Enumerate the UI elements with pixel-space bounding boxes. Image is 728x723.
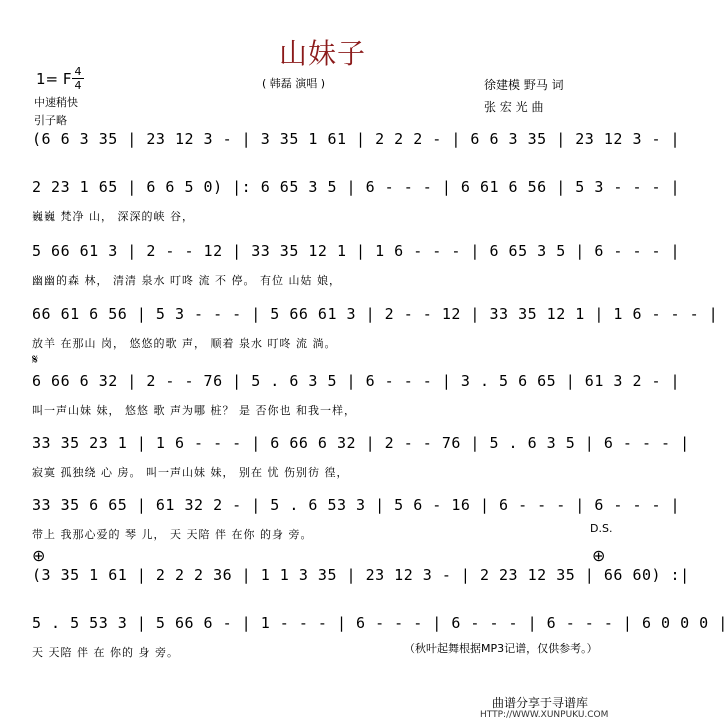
segno-sign: 𝄋 bbox=[32, 352, 39, 368]
song-title: 山妹子 bbox=[278, 37, 366, 70]
score-line-5 bbox=[32, 372, 681, 432]
lyrics-row: 天 天陪 伴 在 你的 身 旁。 bbox=[32, 646, 179, 659]
tempo-marking: 中速稍快 bbox=[34, 96, 78, 109]
time-signature bbox=[72, 66, 84, 91]
lyricist-line: 徐建模 野马 词 bbox=[484, 78, 564, 92]
ds-marking: D.S. bbox=[590, 522, 613, 535]
lyrics-row: 寂寞 孤独绕 心 房。 叫一声山妹 妹， 别在 忧 伤别彷 徨， bbox=[32, 466, 349, 479]
time-signature-bottom: 4 bbox=[74, 79, 82, 92]
score-line-3 bbox=[32, 242, 681, 302]
score-line-6 bbox=[32, 434, 690, 494]
notation-row: 33 35 23 1 | 1 6 - - - | 6 66 6 32 | 2 - - 76 | 5 . 6 3 5 | 6 - - - | bbox=[32, 434, 690, 452]
lyrics-row: 巍巍 梵净 山， 深深的峡 谷， bbox=[32, 210, 194, 223]
coda-sign-right: ⊕ bbox=[592, 546, 606, 565]
notation-row: 5 . 5 53 3 | 5 66 6 - | 1 - - - | 6 - - - | 6 - - - | 6 - - - | 6 0 0 0 | bbox=[32, 614, 728, 632]
score-line-7 bbox=[32, 496, 681, 556]
singer-credit: ( 韩磊 演唱 ) bbox=[262, 77, 326, 90]
transcription-note: （秋叶起舞根据MP3记谱，仅供参考。） bbox=[404, 642, 598, 655]
composer-line: 张 宏 光 曲 bbox=[484, 100, 544, 114]
composer-credits bbox=[484, 74, 564, 118]
notation-row: 5 66 61 3 | 2 - - 12 | 33 35 12 1 | 1 6 - - - | 6 65 3 5 | 6 - - - | bbox=[32, 242, 681, 260]
notation-row: 66 61 6 56 | 5 3 - - - | 5 66 61 3 | 2 - - 12 | 33 35 12 1 | 1 6 - - - | bbox=[32, 305, 719, 323]
intro-note: 引子略 bbox=[34, 114, 67, 127]
key-signature: 1= F bbox=[36, 70, 72, 88]
notation-row: (3 35 1 61 | 2 2 2 36 | 1 1 3 35 | 23 12 3 - | 2 23 12 35 | 66 60) :| bbox=[32, 566, 690, 584]
notation-row: 2 23 1 65 | 6 6 5 0) |: 6 65 3 5 | 6 - - - | 6 61 6 56 | 5 3 - - - | bbox=[32, 178, 681, 196]
notation-row: 33 35 6 65 | 61 32 2 - | 5 . 6 53 3 | 5 6 - 16 | 6 - - - | 6 - - - | bbox=[32, 496, 681, 514]
footer-site-url: HTTP://WWW.XUNPUKU.COM bbox=[480, 710, 609, 720]
coda-sign-left: ⊕ bbox=[32, 546, 46, 565]
lyrics-row: 叫一声山妹 妹， 悠悠 歌 声为哪 桩？ 是 否你也 和我一样， bbox=[32, 404, 356, 417]
time-signature-top: 4 bbox=[74, 65, 82, 78]
notation-row: 6 66 6 32 | 2 - - 76 | 5 . 6 3 5 | 6 - - - | 3 . 5 6 65 | 61 3 2 - | bbox=[32, 372, 681, 390]
footer-site-name: 曲谱分享于寻谱库 bbox=[492, 696, 589, 710]
notation-row: (6 6 3 35 | 23 12 3 - | 3 35 1 61 | 2 2 2 - | 6 6 3 35 | 23 12 3 - | bbox=[32, 130, 681, 148]
lyrics-row: 带上 我那心爱的 琴 儿， 天 天陪 伴 在你 的身 旁。 bbox=[32, 528, 313, 541]
lyrics-row: 幽幽的森 林， 清清 泉水 叮咚 流 不 停。 有位 山姑 娘， bbox=[32, 274, 341, 287]
lyrics-row: 放羊 在那山 岗， 悠悠的歌 声， 顺着 泉水 叮咚 流 淌。 bbox=[32, 337, 337, 350]
score-line-2 bbox=[32, 178, 681, 238]
score-line-4 bbox=[32, 305, 719, 365]
